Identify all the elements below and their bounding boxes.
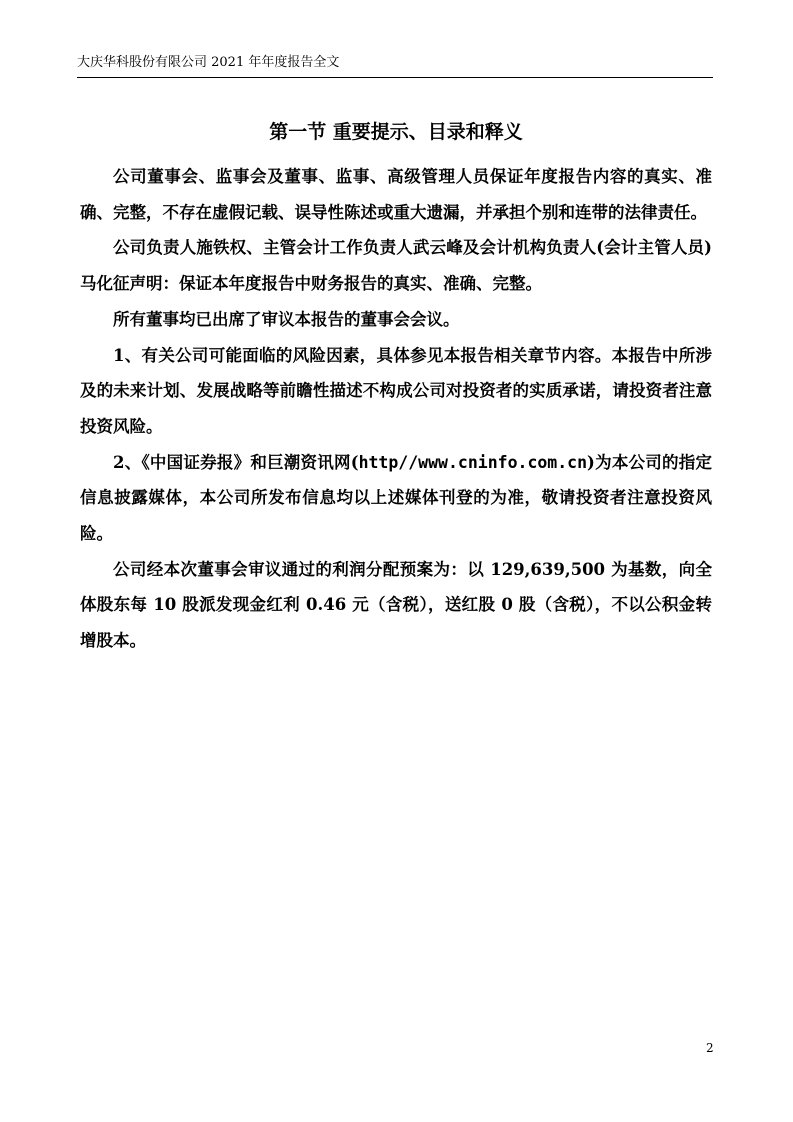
- page-header: 大庆华科股份有限公司 2021 年年度报告全文: [77, 55, 713, 78]
- paragraph-profit-distribution: 公司经本次董事会审议通过的利润分配预案为：以 129,639,500 为基数，向全体股东每 10 股派发现金红利 0.46 元（含税），送红股 0 股（含税），不以公积金转增股本。: [80, 559, 712, 651]
- paragraph-risk-notice: 1、有关公司可能面临的风险因素，具体参见本报告相关章节内容。本报告中所涉及的未来计划、发展战略等前瞻性描述不构成公司对投资者的实质承诺，请投资者注意投资风险。: [80, 345, 712, 436]
- section-title: 第一节 重要提示、目录和释义: [269, 121, 523, 143]
- document-body: [80, 159, 712, 659]
- paragraph-board-attendance: 所有董事均已出席了审议本报告的董事会会议。: [113, 309, 460, 329]
- paragraph-disclosure-media: [80, 445, 712, 552]
- cninfo-link[interactable]: http//www.cninfo.com.cn: [358, 452, 588, 472]
- disclosure-text-after: )为本公司的指定信息披露媒体，本公司所发布信息均以上述媒体刊登的为准，敬请投资者注意投资风险。: [80, 452, 712, 544]
- paragraph-responsibility-statement: 公司董事会、监事会及董事、监事、高级管理人员保证年度报告内容的真实、准确、完整，不存在虚假记载、误导性陈述或重大遗漏，并承担个别和连带的法律责任。: [80, 167, 712, 222]
- page-number: 2: [706, 1041, 714, 1055]
- disclosure-text-before: 2、《中国证券报》和巨潮资讯网(: [113, 452, 359, 472]
- paragraph-financial-report-declaration: 公司负责人施铁权、主管会计工作负责人武云峰及会计机构负责人(会计主管人员)马化征声明：保证本年度报告中财务报告的真实、准确、完整。: [80, 238, 712, 294]
